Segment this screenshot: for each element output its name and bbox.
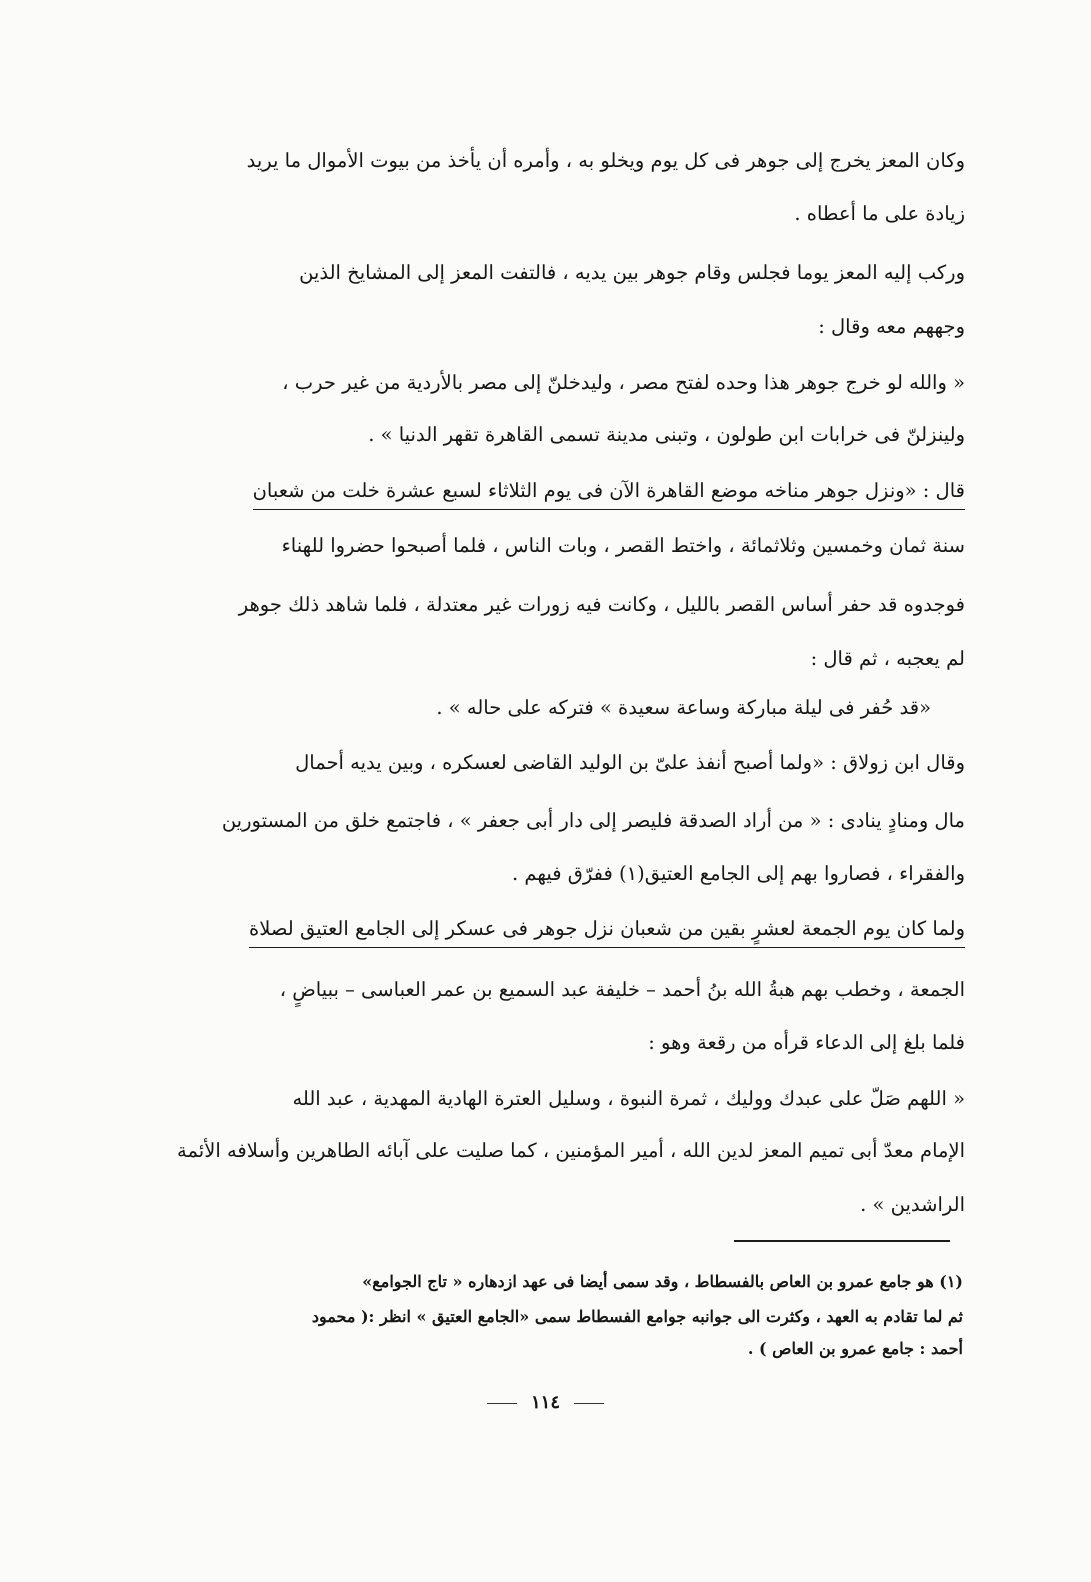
body-line: مال ومنادٍ ينادى : « من أراد الصدقة فليصر إلى دار أبى جعفر » ، فاجتمع خلق من المستورين (221, 809, 965, 832)
body-line: زيادة على ما أعطاه . (794, 202, 965, 225)
body-line: وقال ابن زولاق : «ولما أصبح أنفذ علىّ بن الوليد القاضى لعسكره ، وبين يديه أحمال (295, 751, 965, 774)
body-line: «قد حُفر فى ليلة مباركة وساعة سعيدة » فتركه على حاله » . (436, 696, 931, 719)
body-line: وجههم معه وقال : (818, 315, 965, 338)
page-number-dash (574, 1403, 604, 1404)
body-line-underlined: ولما كان يوم الجمعة لعشرٍ بقين من شعبان نزل جوهر فى عسكر إلى الجامع العتيق لصلاة (249, 914, 965, 948)
body-line: فلما بلغ إلى الدعاء قرأه من رقعة وهو : (648, 1031, 965, 1054)
footnote-line: ثم لما تقادم به العهد ، وكثرت الى جوانبه جوامع الفسطاط سمى «الجامع العتيق » انظر :( محمود (311, 1307, 963, 1326)
page-number: ١١٤ (530, 1392, 560, 1413)
body-line: وركب إليه المعز يوما فجلس وقام جوهر بين يديه ، فالتفت المعز إلى المشايخ الذين (299, 261, 965, 284)
body-line-underlined: قال : «ونزل جوهر مناخه موضع القاهرة الآن فى يوم الثلاثاء لسبع عشرة خلت من شعبان (253, 476, 965, 510)
body-line: سنة ثمان وخمسين وثلاثمائة ، واختط القصر ، وبات الناس ، فلما أصبحوا حضروا للهناء (281, 534, 965, 557)
body-line: والفقراء ، فصاروا بهم إلى الجامع العتيق(١) ففرّق فيهم . (511, 862, 965, 885)
body-line: فوجدوه قد حفر أساس القصر بالليل ، وكانت فيه زورات غير معتدلة ، فلما شاهد ذلك جوهر (238, 593, 965, 616)
body-line: « اللهم صَلّ على عبدك ووليك ، ثمرة النبوة ، وسليل العترة الهادية المهدية ، عبد الله (292, 1087, 965, 1110)
body-line: الجمعة ، وخطب بهم هبةُ الله بنُ أحمد – خليفة عبد السميع بن عمر العباسى – ببياضٍ ، (279, 978, 965, 1001)
body-line: لم يعجبه ، ثم قال : (810, 647, 965, 670)
body-line: « والله لو خرج جوهر هذا وحده لفتح مصر ، وليدخلنّ إلى مصر بالأردية من غير حرب ، (282, 371, 965, 394)
page-number-dash (487, 1403, 517, 1404)
page-number-container (0, 1392, 1091, 1413)
body-line: ولينزلنّ فى خرابات ابن طولون ، وتبنى مدينة تسمى القاهرة تقهر الدنيا » . (368, 423, 965, 446)
body-line: الراشدين » . (860, 1193, 965, 1216)
footnote-separator (734, 1240, 950, 1242)
footnote-line: (١) هو جامع عمرو بن العاص بالفسطاط ، وقد سمى أيضا فى عهد ازدهاره « تاج الجوامع» (362, 1272, 963, 1291)
body-line: وكان المعز يخرج إلى جوهر فى كل يوم ويخلو به ، وأمره أن يأخذ من بيوت الأموال ما يريد (246, 149, 965, 172)
footnote-line: أحمد : جامع عمرو بن العاص ) . (747, 1339, 963, 1358)
body-line: الإمام معدّ أبى تميم المعز لدين الله ، أمير المؤمنين ، كما صليت على آبائه الطاهرين وأسلافه الأئمة (177, 1139, 965, 1162)
